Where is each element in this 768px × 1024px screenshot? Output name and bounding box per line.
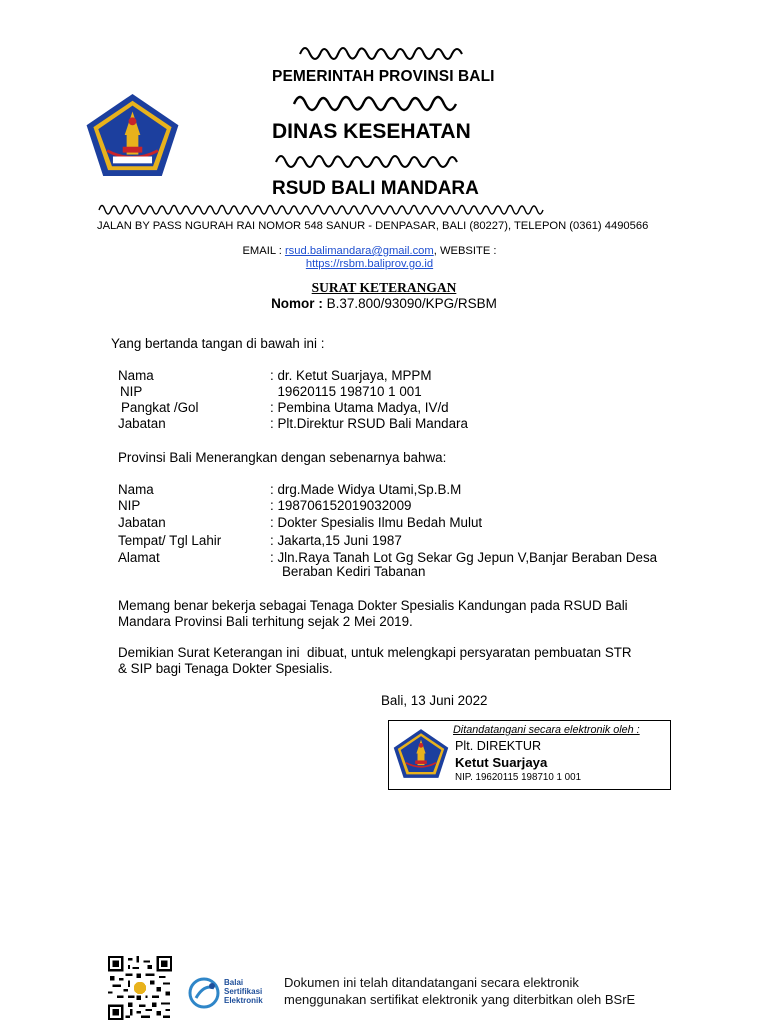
paragraph-closing-line1: Demikian Surat Keterangan ini dibuat, untuk melengkapi persyaratan pembuatan STR <box>118 645 632 660</box>
footer-note-line2: menggunakan sertifikat elektronik yang diterbitkan oleh BSrE <box>284 992 636 1007</box>
signature-role: Plt. DIREKTUR <box>455 739 542 753</box>
paragraph-employment-line2: Mandara Provinsi Bali terhitung sejak 2 Mei 2019. <box>118 614 413 629</box>
number-label: Nomor : <box>271 296 323 311</box>
subject-value-address-cont: Beraban Kediri Tabanan <box>282 564 426 579</box>
balinese-script-line-agency <box>274 148 488 172</box>
place-date: Bali, 13 Juni 2022 <box>381 693 488 708</box>
bali-province-emblem-icon <box>83 92 182 178</box>
website-link[interactable]: https://rsbm.baliprov.go.id <box>305 258 434 270</box>
address-line: JALAN BY PASS NGURAH RAI NOMOR 548 SANUR - DENPASAR, BALI (80227), TELEPON (0361) 4490566 <box>97 220 649 232</box>
signer-label-position: Jabatan <box>118 416 166 431</box>
balinese-script-line-top <box>298 40 476 62</box>
document-title: SURAT KETERANGAN <box>311 280 457 295</box>
number-value: B.37.800/93090/KPG/RSBM <box>322 296 497 311</box>
signature-header: Ditandatangani secara elektronik oleh : <box>453 724 640 736</box>
signer-label-nip: NIP <box>120 384 143 399</box>
paragraph-employment-line1: Memang benar bekerja sebagai Tenaga Dokter Spesialis Kandungan pada RSUD Bali <box>118 598 628 613</box>
contact-line <box>97 245 642 271</box>
subject-value-birth: : Jakarta,15 Juni 1987 <box>270 533 402 548</box>
signature-name: Ketut Suarjaya <box>455 755 548 770</box>
signer-value-nip: 19620115 198710 1 001 <box>270 384 422 399</box>
email-label: EMAIL : <box>242 245 285 257</box>
signer-intro: Yang bertanda tangan di bawah ini : <box>111 336 325 351</box>
signer-label-name: Nama <box>118 368 154 383</box>
subject-value-position: : Dokter Spesialis Ilmu Bedah Mulut <box>270 515 483 530</box>
footer-certificate-note <box>284 974 635 1008</box>
hospital-title: RSUD BALI MANDARA <box>272 178 479 199</box>
signer-value-position: : Plt.Direktur RSUD Bali Mandara <box>270 416 468 431</box>
balinese-script-line-address <box>97 199 681 217</box>
qr-code-icon <box>108 956 172 1020</box>
subject-intro: Provinsi Bali Menerangkan dengan sebenarnya bahwa: <box>118 450 447 465</box>
website-label: , WEBSITE : <box>433 245 497 257</box>
subject-value-nip: : 198706152019032009 <box>270 498 412 513</box>
bsre-label <box>224 978 263 1005</box>
subject-label-nip: NIP <box>118 498 141 513</box>
balinese-script-line-province <box>292 88 468 114</box>
province-title: PEMERINTAH PROVINSI BALI <box>272 68 495 85</box>
subject-label-name: Nama <box>118 482 154 497</box>
signer-label-rank: Pangkat /Gol <box>121 400 199 415</box>
paragraph-closing-line2: & SIP bagi Tenaga Dokter Spesialis. <box>118 661 333 676</box>
bali-province-emblem-small-icon <box>392 725 450 782</box>
electronic-signature-box <box>388 720 671 790</box>
subject-value-name: : drg.Made Widya Utami,Sp.B.M <box>270 482 462 497</box>
bsre-label-line1: Balai <box>224 978 244 987</box>
subject-label-birth: Tempat/ Tgl Lahir <box>118 533 222 548</box>
subject-label-address: Alamat <box>118 550 160 565</box>
bsre-label-line2: Sertifikasi <box>224 987 263 996</box>
signer-value-name: : dr. Ketut Suarjaya, MPPM <box>270 368 432 383</box>
document-number <box>0 296 768 311</box>
subject-label-position: Jabatan <box>118 515 166 530</box>
signature-nip: NIP. 19620115 198710 1 001 <box>455 772 582 783</box>
agency-title: DINAS KESEHATAN <box>272 120 471 143</box>
subject-value-address: : Jln.Raya Tanah Lot Gg Sekar Gg Jepun V,Banjar Beraban Desa <box>270 550 658 565</box>
bsre-label-line3: Elektronik <box>224 996 263 1005</box>
signer-value-rank: : Pembina Utama Madya, IV/d <box>270 400 449 415</box>
footer-note-line1: Dokumen ini telah ditandatangani secara elektronik <box>284 975 579 990</box>
email-link[interactable]: rsud.balimandara@gmail.com <box>284 245 434 257</box>
